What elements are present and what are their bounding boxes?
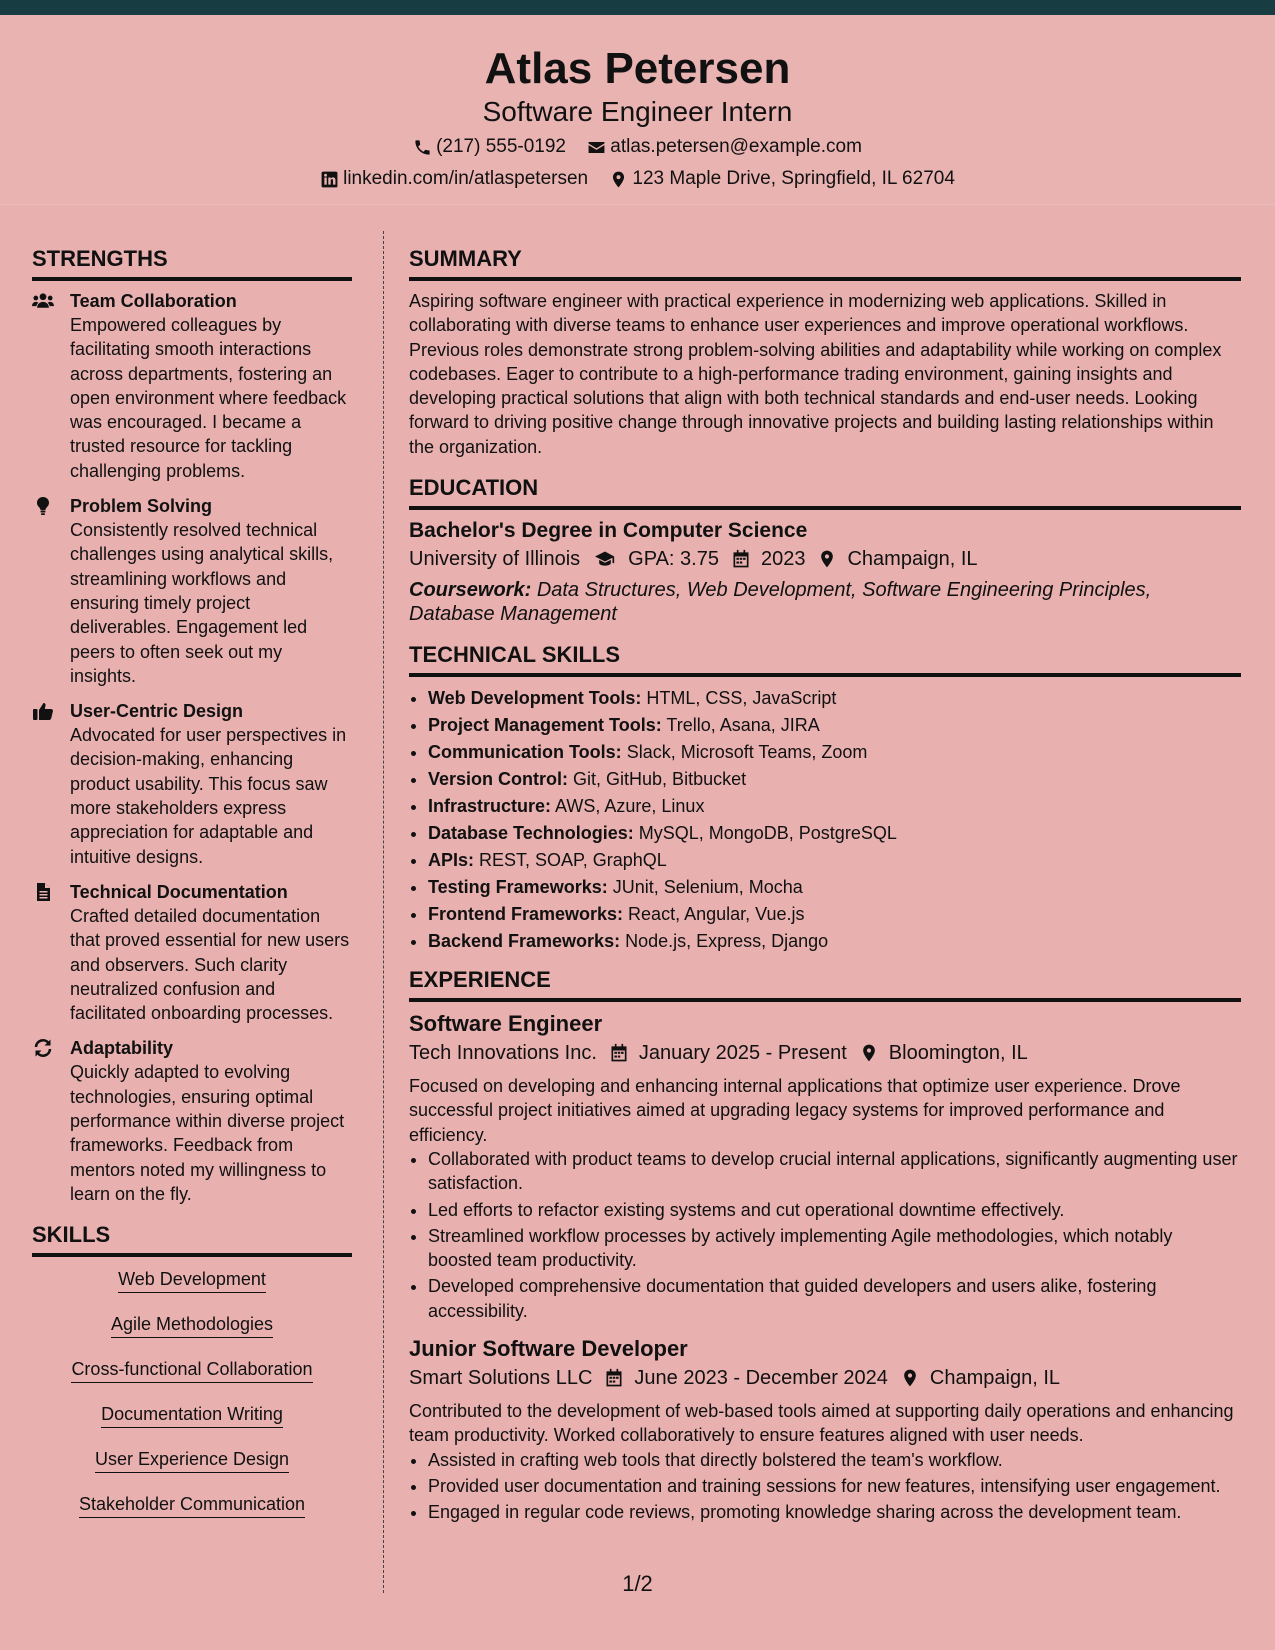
summary-text: Aspiring software engineer with practical experience in modernizing web applications. Skilled in collaborating with diverse teams to enhance user experiences and improve operational workflows. Previous roles demonstrate strong problem-solving abilities and adaptability while working on complex codebases. Eager to contribute to a high-performance trading environment, gaining insights and developing practical solutions that align with both technical standards and end-user needs. Looking forward to driving positive change through innovative projects and building lasting relationships within the organization. (409, 291, 1222, 457)
education-heading: EDUCATION (409, 475, 1241, 510)
skills-heading: SKILLS (32, 1222, 352, 1257)
list-item: • Led efforts to refactor existing systems and cut operational downtime effectively. (428, 1198, 1241, 1222)
tech-skill-label: Web Development Tools: (428, 688, 642, 709)
lightbulb-icon (32, 496, 54, 516)
graduation-year: 2023 (760, 548, 806, 571)
job-meta (409, 1363, 1241, 1393)
list-item: • Provided user documentation and training sessions for new features, intensifying user engagement. (428, 1474, 1241, 1498)
candidate-title: Software Engineer Intern (482, 96, 793, 127)
list-item (428, 766, 1241, 793)
users-icon (32, 291, 54, 311)
tech-skill-value: AWS, Azure, Linux (555, 796, 705, 817)
list-item (428, 874, 1241, 901)
skills-list (32, 1267, 352, 1537)
list-item: • Streamlined workflow processes by actively implementing Agile methodologies, which notably boosted team productivity. (428, 1224, 1241, 1273)
top-bar (0, 0, 1275, 15)
list-item (428, 901, 1241, 928)
list-item: • Engaged in regular code reviews, promoting knowledge sharing across the development team. (428, 1500, 1241, 1524)
job-bullets (409, 1147, 1241, 1323)
gpa-text: GPA: 3.75 (628, 548, 719, 571)
degree-title: Bachelor's Degree in Computer Science (409, 519, 808, 543)
strength-title: User-Centric Design (70, 701, 244, 722)
column-divider (383, 231, 384, 1593)
strength-item (32, 494, 352, 688)
page-indicator: 1/2 (622, 1571, 653, 1596)
coursework-list: Data Structures, Web Development, Software Engineering Principles, Database Management (409, 579, 1152, 626)
tech-skill-label: Version Control: (428, 769, 569, 790)
education-meta (409, 544, 1241, 574)
job-meta (409, 1038, 1241, 1068)
technical-skills-list (409, 685, 1241, 955)
job-dates: January 2025 - Present (638, 1042, 847, 1065)
job-title: Junior Software Developer (409, 1336, 688, 1362)
linkedin-icon (320, 170, 339, 189)
list-item (428, 793, 1241, 820)
map-pin-icon (859, 1043, 879, 1063)
document-icon (32, 882, 54, 902)
job-entry (409, 1010, 1241, 1323)
candidate-name: Atlas Petersen (484, 44, 791, 93)
tech-skill-value: Slack, Microsoft Teams, Zoom (626, 742, 868, 763)
skill-tag: User Experience Design (95, 1447, 289, 1473)
email-text: atlas.petersen@example.com (610, 136, 862, 157)
skill-tag: Agile Methodologies (111, 1312, 273, 1338)
tech-skill-label: Frontend Frameworks: (428, 904, 624, 925)
list-item (428, 712, 1241, 739)
phone-text: (217) 555-0192 (436, 136, 566, 157)
contact-row-1 (0, 135, 1275, 164)
tech-skill-label: Communication Tools: (428, 742, 622, 763)
map-pin-icon (609, 170, 628, 189)
strength-item (32, 1036, 352, 1206)
graduation-cap-icon (592, 549, 618, 569)
tech-skill-value: REST, SOAP, GraphQL (479, 850, 667, 871)
strengths-heading: STRENGTHS (32, 246, 352, 281)
tech-skill-value: Git, GitHub, Bitbucket (573, 769, 747, 790)
skill-tag: Documentation Writing (101, 1402, 283, 1428)
tech-skill-label: Backend Frameworks: (428, 931, 621, 952)
job-title: Software Engineer (409, 1011, 603, 1037)
list-item (428, 928, 1241, 955)
company-name: Smart Solutions LLC (409, 1367, 593, 1390)
job-location: Bloomington, IL (888, 1042, 1028, 1065)
right-column (409, 246, 1241, 1537)
tech-skill-value: HTML, CSS, JavaScript (646, 688, 837, 709)
technical-skills-heading: TECHNICAL SKILLS (409, 642, 1241, 677)
skill-tag: Cross-functional Collaboration (71, 1357, 312, 1383)
tech-skill-label: Database Technologies: (428, 823, 634, 844)
address-contact (609, 167, 955, 191)
company-name: Tech Innovations Inc. (409, 1042, 597, 1065)
contact-row-2 (0, 167, 1275, 196)
thumbs-up-icon (32, 701, 54, 721)
list-item (428, 847, 1241, 874)
tech-skill-value: MySQL, MongoDB, PostgreSQL (638, 823, 897, 844)
tech-skill-value: Node.js, Express, Django (625, 931, 829, 952)
tech-skill-value: React, Angular, Vue.js (628, 904, 805, 925)
strength-item (32, 880, 352, 1025)
map-pin-icon (900, 1368, 920, 1388)
strength-text: Advocated for user perspectives in decision-making, enhancing product usability. This focus saw more stakeholders express appreciation for adaptable and intuitive designs. (70, 725, 347, 867)
strength-text: Consistently resolved technical challenges using analytical skills, streamlining workflows and ensuring timely project deliverables. Engagement led peers to often seek out my insights. (70, 520, 334, 686)
phone-icon (413, 138, 432, 157)
strength-item (32, 289, 352, 483)
tech-skill-label: Infrastructure: (428, 796, 552, 817)
list-item (428, 739, 1241, 766)
job-location: Champaign, IL (929, 1367, 1060, 1390)
address-text: 123 Maple Drive, Springfield, IL 62704 (632, 168, 955, 189)
job-description: Contributed to the development of web-based tools aimed at supporting daily operations and enhancing team productivity. Worked collaboratively to ensure features aligned with user needs. (409, 1401, 1234, 1446)
resume-header (0, 15, 1275, 205)
skill-tag: Stakeholder Communication (79, 1492, 305, 1518)
list-item: • Collaborated with product teams to develop crucial internal applications, significantly augmenting user satisfaction. (428, 1147, 1241, 1196)
strength-text: Quickly adapted to evolving technologies, ensuring optimal performance within diverse project frameworks. Feedback from mentors noted my willingness to learn on the fly. (70, 1062, 345, 1204)
envelope-icon (587, 138, 606, 157)
tech-skill-label: APIs: (428, 850, 475, 871)
job-dates: June 2023 - December 2024 (634, 1367, 888, 1390)
job-description: Focused on developing and enhancing internal applications that optimize user experience. Drove successful project initiatives aimed at upgrading legacy systems for improved performance and efficiency. (409, 1076, 1181, 1145)
strength-title: Problem Solving (70, 496, 213, 517)
phone-contact[interactable] (413, 135, 566, 159)
tech-skill-value: JUnit, Selenium, Mocha (612, 877, 803, 898)
tech-skill-label: Testing Frameworks: (428, 877, 608, 898)
list-item: • Assisted in crafting web tools that directly bolstered the team's workflow. (428, 1448, 1241, 1472)
linkedin-text: linkedin.com/in/atlaspetersen (343, 168, 589, 189)
sync-icon (32, 1038, 54, 1058)
skill-tag: Web Development (118, 1267, 266, 1293)
job-entry (409, 1335, 1241, 1524)
coursework (409, 578, 1241, 626)
list-item (428, 820, 1241, 847)
email-contact[interactable] (587, 135, 862, 159)
experience-heading: EXPERIENCE (409, 967, 1241, 1002)
linkedin-contact[interactable] (320, 167, 588, 191)
list-item (428, 685, 1241, 712)
calendar-icon (604, 1368, 624, 1388)
tech-skill-value: Trello, Asana, JIRA (666, 715, 820, 736)
tech-skill-label: Project Management Tools: (428, 715, 662, 736)
strength-title: Team Collaboration (70, 291, 237, 311)
strength-text: Crafted detailed documentation that proved essential for new users and observers. Such clarity neutralized confusion and facilitated onboarding processes. (70, 905, 350, 1024)
map-pin-icon (817, 549, 837, 569)
strength-text: Empowered colleagues by facilitating smooth interactions across departments, fostering an open environment where feedback was encouraged. I became a trusted resource for tackling challenging problems. (70, 315, 347, 481)
left-column (32, 246, 352, 1537)
calendar-icon (609, 1043, 629, 1063)
calendar-icon (731, 549, 751, 569)
education-location: Champaign, IL (847, 548, 978, 571)
summary-heading: SUMMARY (409, 246, 1241, 281)
coursework-label: Coursework: (409, 579, 532, 602)
school-name: University of Illinois (409, 548, 581, 571)
list-item: • Developed comprehensive documentation that guided developers and users alike, fostering accessibility. (428, 1274, 1241, 1323)
job-bullets (409, 1448, 1241, 1525)
strength-title: Technical Documentation (70, 881, 288, 902)
strength-title: Adaptability (70, 1038, 174, 1059)
strength-item (32, 699, 352, 869)
